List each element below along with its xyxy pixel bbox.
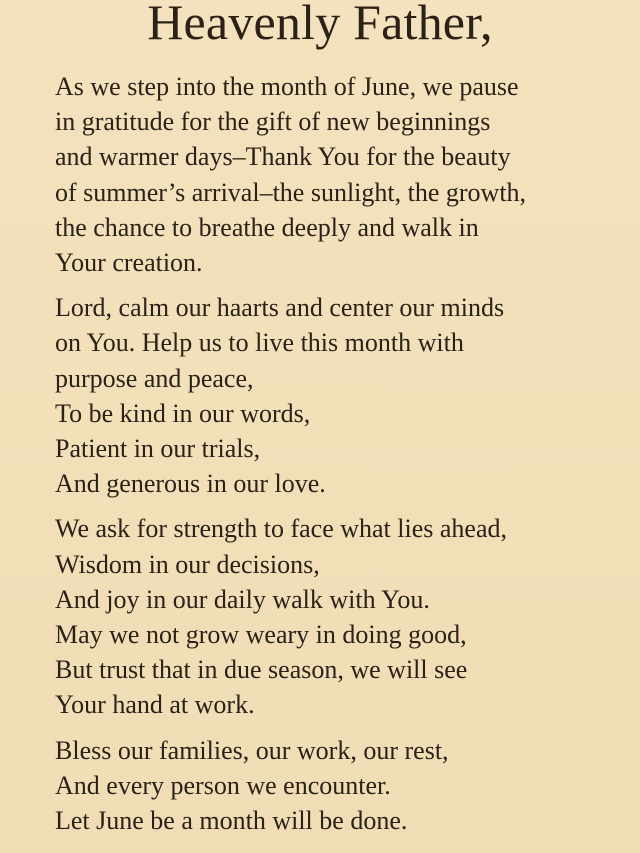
paragraph-4 xyxy=(55,733,633,839)
paragraph-1 xyxy=(55,69,633,280)
text-line: of summer’s arrival–the sunlight, the growth, xyxy=(55,177,527,207)
text-line: purpose and peace, xyxy=(55,363,254,393)
text-line: And every person we encounter. xyxy=(55,770,391,800)
text-line: Let June be a month will be done. xyxy=(55,806,408,836)
text-line: Patient in our trials, xyxy=(55,434,261,464)
text-line: the chance to breathe deeply and walk in xyxy=(55,212,479,242)
text-line: Your creation. xyxy=(55,248,203,278)
prayer-body xyxy=(55,69,633,838)
text-line: on You. Help us to live this month with xyxy=(55,328,464,358)
text-line: But trust that in due season, we will see xyxy=(55,655,468,685)
text-line: Your hand at work. xyxy=(55,690,255,720)
text-line: Lord, calm our haarts and center our minds xyxy=(55,293,505,323)
text-line: Bless our families, our work, our rest, xyxy=(55,735,449,765)
text-line: Wisdom in our decisions, xyxy=(55,549,320,579)
prayer-title: Heavenly Father, xyxy=(147,0,493,50)
text-line: May we not grow weary in doing good, xyxy=(55,620,467,650)
text-line: As we step into the month of June, we pause xyxy=(55,72,519,101)
paragraph-2 xyxy=(55,290,633,501)
text-line: And generous in our love. xyxy=(55,469,326,499)
paragraph-3 xyxy=(55,511,633,722)
text-line: and warmer days–Thank You for the beauty xyxy=(55,142,511,172)
text-line: We ask for strength to face what lies ahead, xyxy=(55,514,508,544)
text-line: To be kind in our words, xyxy=(55,398,311,428)
text-line: in gratitude for the gift of new beginnings xyxy=(55,107,491,137)
text-line: And joy in our daily walk with You. xyxy=(55,584,430,614)
